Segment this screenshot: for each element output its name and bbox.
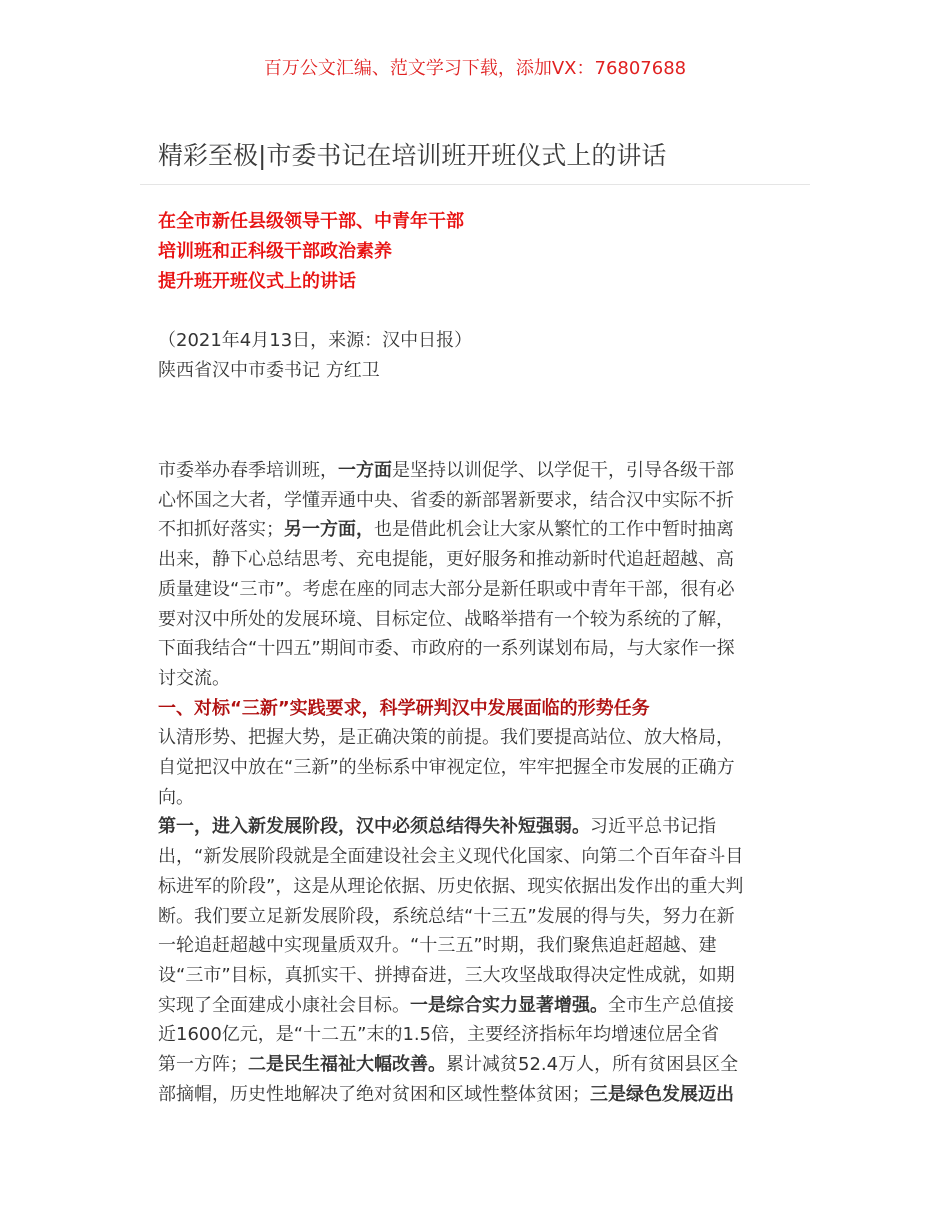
article-body (158, 456, 798, 1109)
section-heading: 一、对标“三新”实践要求，科学研判汉中发展面临的形势任务 (158, 697, 650, 719)
text: 市委举办春季培训班， (158, 460, 338, 481)
text-line: 要对汉中所处的发展环境、目标定位、战略举措有一个较为系统的了解， (158, 608, 734, 630)
text-line: 一轮追赶超越中实现量质双升。“十三五”时期，我们聚焦追赶超越、建 (158, 935, 717, 957)
emphasis: 一是综合实力显著增强。 (410, 994, 608, 1016)
text-line: 出来，静下心总结思考、充电提能，更好服务和推动新时代追赶超越、高 (158, 549, 734, 571)
text-line: 近1600亿元，是“十二五”末的1.5倍，主要经济指标年均增速位居全省 (158, 1024, 720, 1046)
text-line: 自觉把汉中放在“三新”的坐标系中审视定位，牢牢把握全市发展的正确方 (158, 757, 735, 779)
text: 习近平总书记指 (590, 816, 716, 838)
paragraph-intro (158, 456, 798, 694)
text: 全市生产总值接 (608, 994, 734, 1016)
emphasis: 二是民生福祉大幅改善。 (248, 1054, 446, 1076)
text: 实现了全面建成小康社会目标。 (158, 994, 410, 1016)
text-line: 出，“新发展阶段就是全面建设社会主义现代化国家、向第二个百年奋斗目 (158, 846, 744, 868)
text-line: 设“三市”目标，真抓实干、拼搏奋进，三大攻坚战取得决定性成就，如期 (158, 964, 735, 986)
emphasis: 一方面 (338, 460, 392, 481)
text-line: 断。我们要立足新发展阶段，系统总结“十三五”发展的得与失，努力在新 (158, 905, 735, 927)
article-meta (158, 326, 472, 386)
article-title: 精彩至极|市委书记在培训班开班仪式上的讲话 (158, 141, 667, 170)
text-line: 讨交流。 (158, 667, 230, 689)
text-line: 质量建设“三市”。考虑在座的同志大部分是新任职或中青年干部，很有必 (158, 578, 735, 600)
emphasis: 另一方面， (284, 519, 374, 541)
article-subtitle (158, 207, 464, 297)
text-line: 向。 (158, 786, 194, 808)
text-line: 下面我结合“十四五”期间市委、市政府的一系列谋划布局，与大家作一探 (158, 638, 735, 660)
text-line: 认清形势、把握大势，是正确决策的前提。我们要提高站位、放大格局， (158, 727, 734, 749)
text-line: 标进军的阶段”，这是从理论依据、历史依据、现实依据出发作出的重大判 (158, 875, 744, 897)
author: 陕西省汉中市委书记 方红卫 (158, 360, 380, 381)
date-source: （2021年4月13日，来源：汉中日报） (158, 330, 473, 351)
paragraph-first-point (158, 812, 798, 1109)
emphasis: 三是绿色发展迈出 (590, 1083, 734, 1105)
text: 也是借此机会让大家从繁忙的工作中暂时抽离 (374, 519, 734, 541)
emphasis: 第一，进入新发展阶段，汉中必须总结得失补短强弱。 (158, 816, 590, 838)
subtitle-line: 提升班开班仪式上的讲话 (158, 271, 356, 292)
subtitle-line: 培训班和正科级干部政治素养 (158, 241, 392, 262)
promo-banner: 百万公文汇编、范文学习下载，添加VX：76807688 (263, 58, 687, 79)
text: 是坚持以训促学、以学促干，引导各级干部 (392, 460, 734, 481)
text-line: 心怀国之大者，学懂弄通中央、省委的新部署新要求，结合汉中实际不折 (158, 489, 734, 511)
text: 累计减贫52.4万人，所有贫困县区全 (446, 1054, 739, 1076)
subtitle-line: 在全市新任县级领导干部、中青年干部 (158, 211, 464, 232)
text: 第一方阵； (158, 1054, 248, 1076)
title-divider (140, 184, 810, 185)
text: 不扣抓好落实； (158, 519, 284, 541)
paragraph-situation (158, 723, 798, 812)
text: 部摘帽，历史性地解决了绝对贫困和区域性整体贫困； (158, 1083, 590, 1105)
